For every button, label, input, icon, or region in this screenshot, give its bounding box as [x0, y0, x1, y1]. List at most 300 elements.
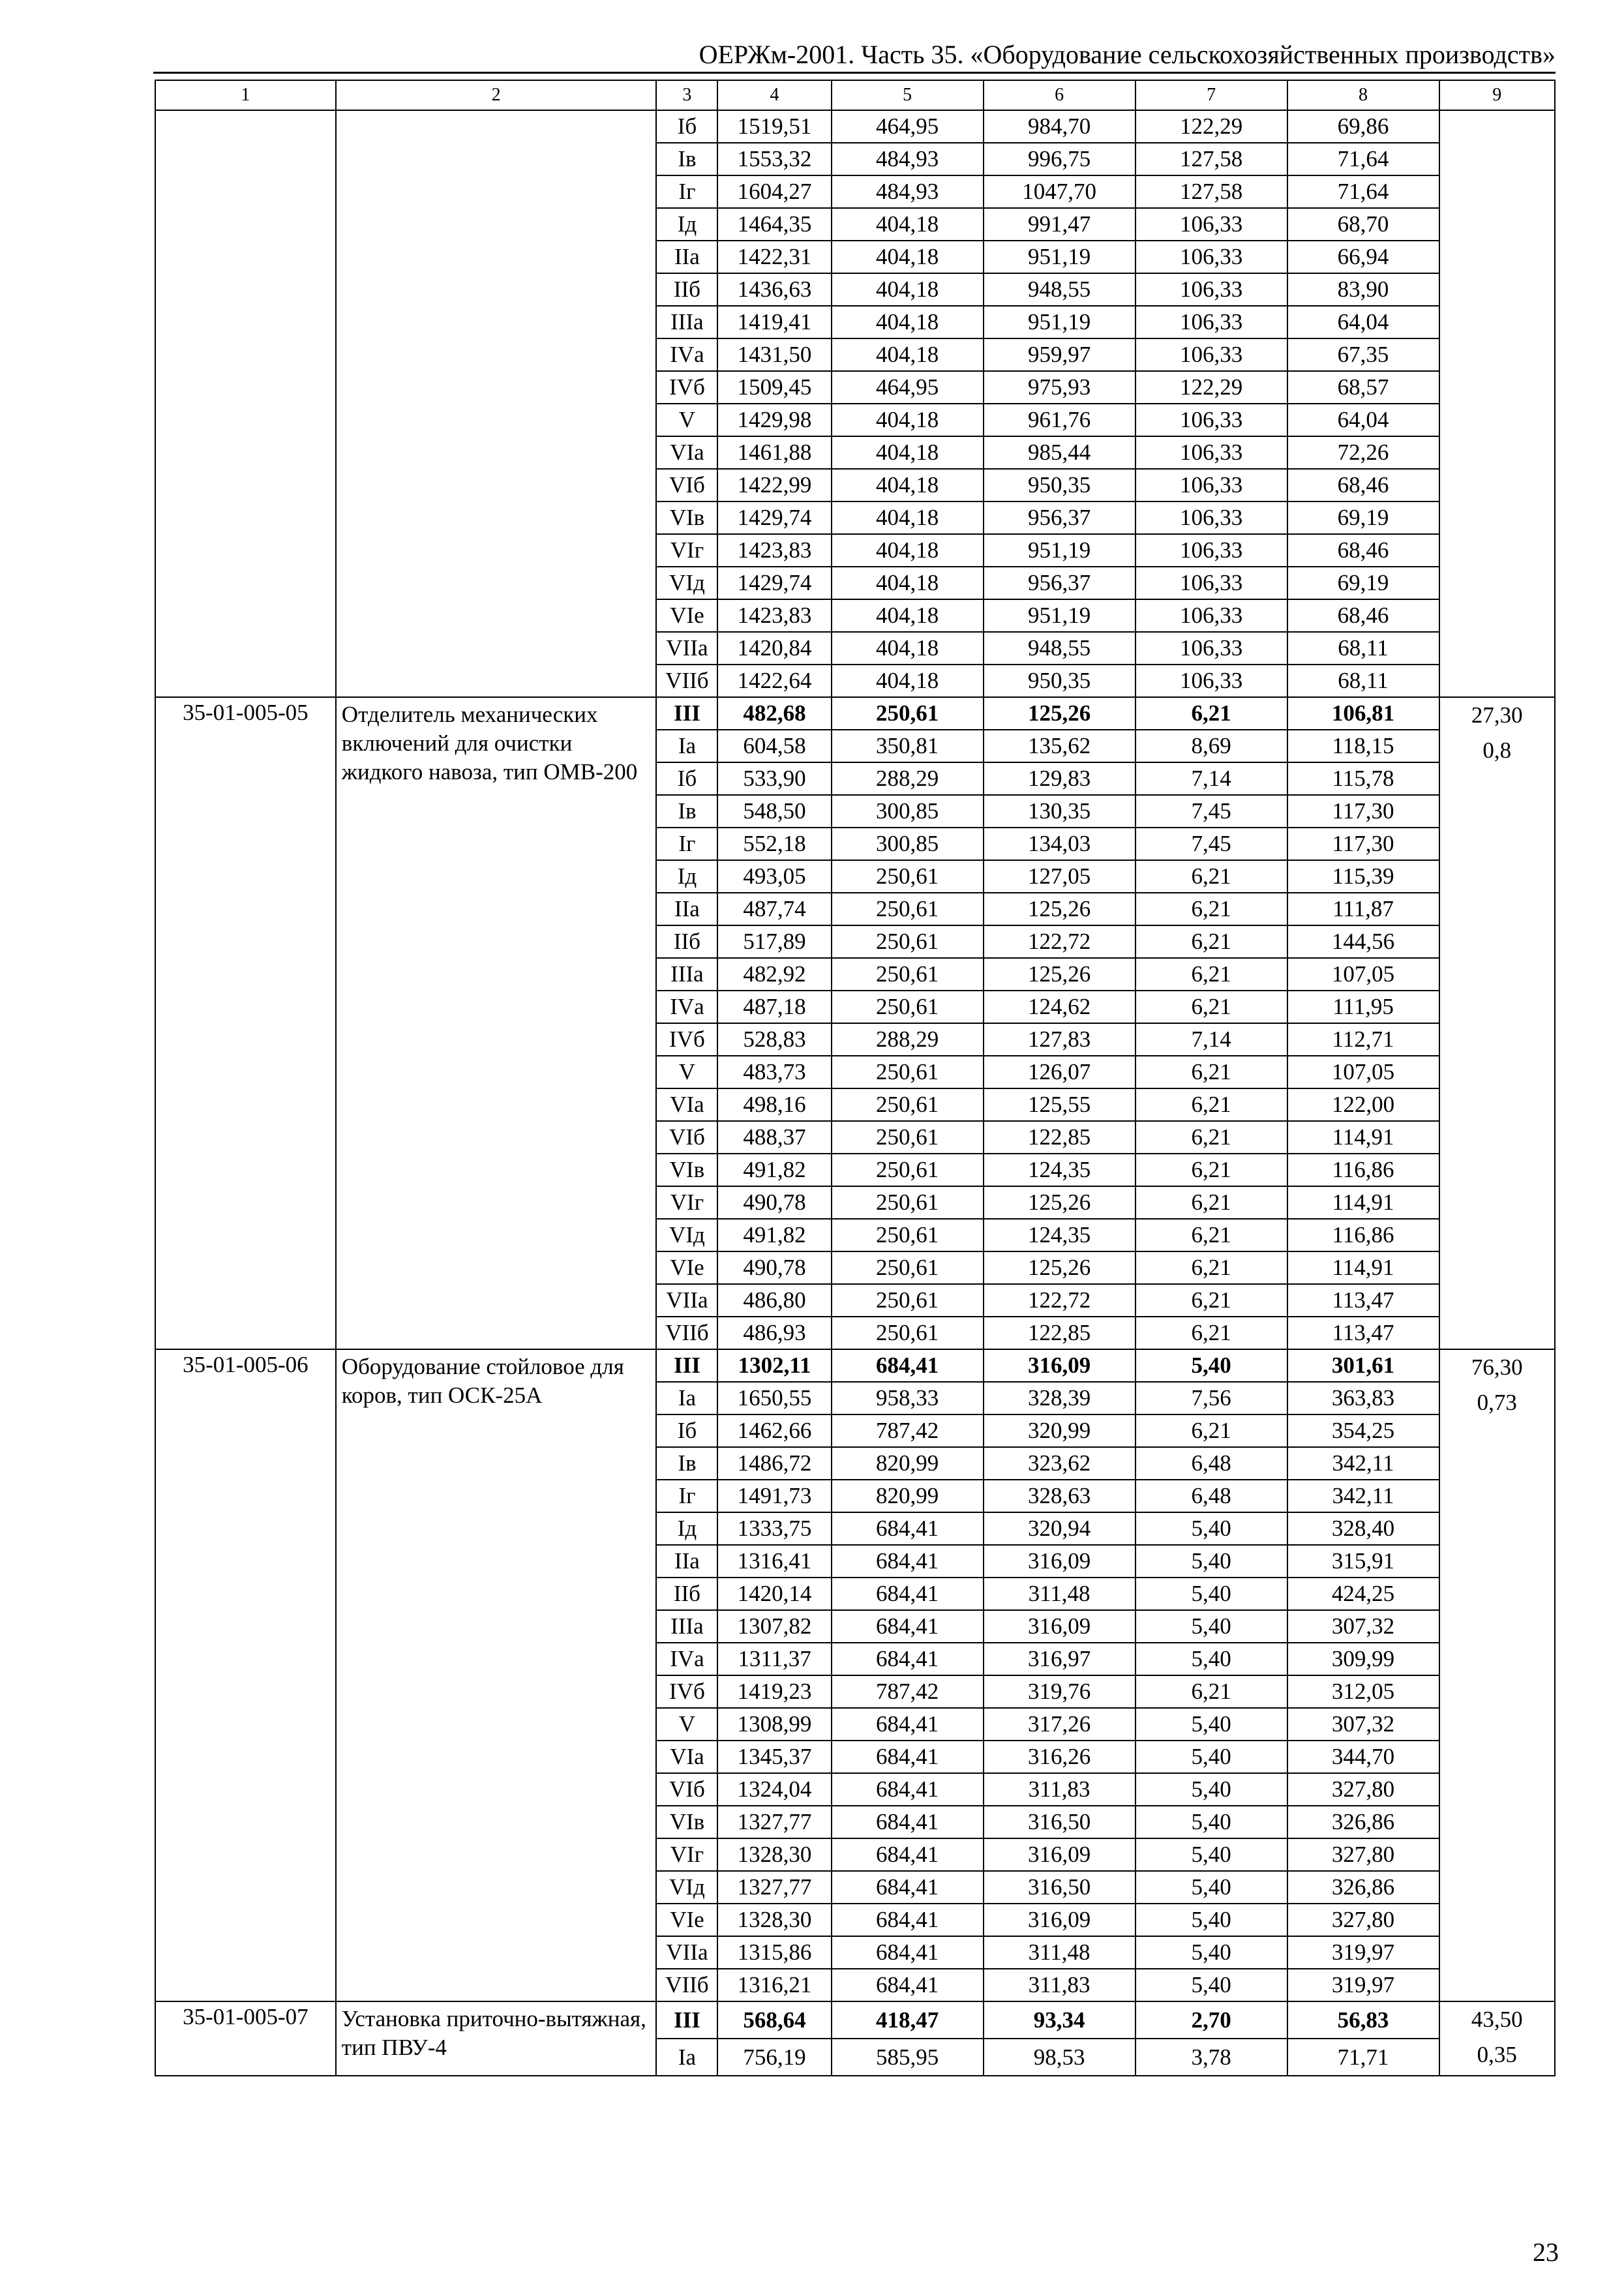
- cell-value: 125,55: [984, 1088, 1135, 1121]
- zone-code: VIе: [656, 1904, 717, 1936]
- cell-value: 517,89: [717, 925, 831, 958]
- cell-value: 64,04: [1287, 404, 1439, 436]
- cell-value: 1650,55: [717, 1382, 831, 1414]
- zone-code: VIд: [656, 567, 717, 599]
- zone-code: Iв: [656, 795, 717, 828]
- cell-value: 604,58: [717, 730, 831, 762]
- cell-value: 961,76: [984, 404, 1135, 436]
- cell-value: 482,68: [717, 697, 831, 730]
- cell-value: 6,48: [1135, 1447, 1287, 1480]
- cell-value: 959,97: [984, 338, 1135, 371]
- cell-value: 342,11: [1287, 1480, 1439, 1512]
- zone-code: V: [656, 404, 717, 436]
- cell-value: 1464,35: [717, 208, 831, 241]
- cell-value: 1316,41: [717, 1545, 831, 1578]
- cell-value: 5,40: [1135, 1969, 1287, 2001]
- cell-value: 319,97: [1287, 1936, 1439, 1969]
- cell-value: 315,91: [1287, 1545, 1439, 1578]
- rate-code: [155, 110, 336, 697]
- cell-value: 1429,74: [717, 567, 831, 599]
- cell-value: 404,18: [832, 404, 984, 436]
- cell-value: 684,41: [832, 1610, 984, 1643]
- cell-value: 117,30: [1287, 795, 1439, 828]
- cell-value: 127,83: [984, 1023, 1135, 1056]
- cell-value: 5,40: [1135, 1512, 1287, 1545]
- cell-value: 6,21: [1135, 697, 1287, 730]
- cell-value: 68,57: [1287, 371, 1439, 404]
- cell-value: 6,21: [1135, 958, 1287, 991]
- cell-value: 5,40: [1135, 1708, 1287, 1741]
- cell-value: 484,93: [832, 175, 984, 208]
- cell-value: 404,18: [832, 567, 984, 599]
- column-number: 9: [1439, 80, 1555, 110]
- cell-value: 1422,31: [717, 241, 831, 273]
- cell-value: 250,61: [832, 1284, 984, 1317]
- cell-value: 106,33: [1135, 469, 1287, 501]
- zone-code: VIа: [656, 436, 717, 469]
- cell-value: 125,26: [984, 1186, 1135, 1219]
- cell-value: 404,18: [832, 632, 984, 665]
- cell-value: 317,26: [984, 1708, 1135, 1741]
- cell-value: 1333,75: [717, 1512, 831, 1545]
- cell-value: 6,21: [1135, 1154, 1287, 1186]
- cell-value: 124,35: [984, 1154, 1135, 1186]
- zone-code: III: [656, 1349, 717, 1382]
- cell-value: 684,41: [832, 1904, 984, 1936]
- cell-value: 482,92: [717, 958, 831, 991]
- cell-value: 66,94: [1287, 241, 1439, 273]
- cell-value: 404,18: [832, 599, 984, 632]
- page-number: 23: [1533, 2237, 1559, 2267]
- table-row: [155, 110, 1555, 143]
- cell-value: 548,50: [717, 795, 831, 828]
- table-row: [155, 1349, 1555, 1382]
- cell-value: 6,21: [1135, 1414, 1287, 1447]
- cell-value: 115,39: [1287, 860, 1439, 893]
- cell-value: 1307,82: [717, 1610, 831, 1643]
- cell-value: 1553,32: [717, 143, 831, 175]
- zone-code: VIв: [656, 1154, 717, 1186]
- cell-value: 112,71: [1287, 1023, 1439, 1056]
- cell-value: 5,40: [1135, 1773, 1287, 1806]
- cell-value: 418,47: [832, 2001, 984, 2039]
- cell-value: 328,39: [984, 1382, 1135, 1414]
- cell-value: 950,35: [984, 665, 1135, 697]
- cell-value: 250,61: [832, 1056, 984, 1088]
- cell-value: 684,41: [832, 1578, 984, 1610]
- zone-code: Iд: [656, 208, 717, 241]
- rate-name: Оборудование стойловое для коров, тип ОСК-25А: [336, 1349, 657, 2001]
- cell-value: 6,48: [1135, 1480, 1287, 1512]
- cell-value: 127,58: [1135, 175, 1287, 208]
- table-body: [155, 80, 1555, 2076]
- cell-value: 1423,83: [717, 534, 831, 567]
- cell-value: 7,45: [1135, 828, 1287, 860]
- cell-value: 6,21: [1135, 1675, 1287, 1708]
- zone-code: Iа: [656, 1382, 717, 1414]
- column-number: 1: [155, 80, 336, 110]
- cell-value: 326,86: [1287, 1871, 1439, 1904]
- cell-value: 111,95: [1287, 991, 1439, 1023]
- cell-value: 106,33: [1135, 273, 1287, 306]
- cell-value: 464,95: [832, 371, 984, 404]
- zone-code: IIIа: [656, 958, 717, 991]
- cell-value: 125,26: [984, 1251, 1135, 1284]
- zone-code: VIг: [656, 1838, 717, 1871]
- col9-value: 76,30: [1471, 1354, 1523, 1380]
- cell-value: 684,41: [832, 1936, 984, 1969]
- cell-value: 1519,51: [717, 110, 831, 143]
- cell-value: 64,04: [1287, 306, 1439, 338]
- cell-value: 122,00: [1287, 1088, 1439, 1121]
- cell-value: 342,11: [1287, 1447, 1439, 1480]
- cell-value: 404,18: [832, 208, 984, 241]
- zone-code: VIе: [656, 1251, 717, 1284]
- cell-value: 344,70: [1287, 1741, 1439, 1773]
- cell-value: 5,40: [1135, 1806, 1287, 1838]
- rates-table: [155, 80, 1556, 2076]
- cell-value: 300,85: [832, 795, 984, 828]
- zone-code: VIб: [656, 469, 717, 501]
- cell-value: 134,03: [984, 828, 1135, 860]
- cell-value: 528,83: [717, 1023, 831, 1056]
- rate-code: 35-01-005-05: [155, 697, 336, 1349]
- cell-value: 113,47: [1287, 1317, 1439, 1349]
- rate-name: Отделитель механических включений для очистки жидкого навоза, тип ОМВ-200: [336, 697, 657, 1349]
- cell-value: 124,35: [984, 1219, 1135, 1251]
- cell-value: 288,29: [832, 1023, 984, 1056]
- cell-value: 1422,64: [717, 665, 831, 697]
- zone-code: Iб: [656, 110, 717, 143]
- col9-value: 0,8: [1482, 738, 1512, 763]
- cell-value: 404,18: [832, 273, 984, 306]
- zone-code: VIд: [656, 1219, 717, 1251]
- cell-value: 684,41: [832, 1349, 984, 1382]
- cell-value: 71,64: [1287, 143, 1439, 175]
- cell-value: 951,19: [984, 599, 1135, 632]
- zone-code: VIIа: [656, 1936, 717, 1969]
- cell-value: 1420,14: [717, 1578, 831, 1610]
- cell-value: 484,93: [832, 143, 984, 175]
- cell-value: 1327,77: [717, 1871, 831, 1904]
- cell-value: 1486,72: [717, 1447, 831, 1480]
- cell-value: 68,11: [1287, 632, 1439, 665]
- header-rule: [153, 72, 1556, 74]
- cell-value: 114,91: [1287, 1251, 1439, 1284]
- cell-value: 404,18: [832, 241, 984, 273]
- cell-value: 319,76: [984, 1675, 1135, 1708]
- cell-value: 106,33: [1135, 306, 1287, 338]
- cell-value: 129,83: [984, 762, 1135, 795]
- cell-value: 5,40: [1135, 1936, 1287, 1969]
- cell-value: 1328,30: [717, 1904, 831, 1936]
- cell-value: 490,78: [717, 1186, 831, 1219]
- cell-value: 316,09: [984, 1838, 1135, 1871]
- cell-value: 106,33: [1135, 436, 1287, 469]
- cell-value: 68,46: [1287, 534, 1439, 567]
- cell-value: 684,41: [832, 1838, 984, 1871]
- rate-name: [336, 110, 657, 697]
- cell-value: 684,41: [832, 1773, 984, 1806]
- cell-value: 250,61: [832, 893, 984, 925]
- cell-value: 323,62: [984, 1447, 1135, 1480]
- zone-code: VIIа: [656, 1284, 717, 1317]
- cell-value: 106,33: [1135, 404, 1287, 436]
- cell-value: 5,40: [1135, 1741, 1287, 1773]
- cell-value: 6,21: [1135, 991, 1287, 1023]
- col9-value: 0,73: [1477, 1390, 1517, 1415]
- cell-value: 787,42: [832, 1675, 984, 1708]
- cell-value: 1429,74: [717, 501, 831, 534]
- cell-value: 316,09: [984, 1904, 1135, 1936]
- cell-value: 956,37: [984, 501, 1135, 534]
- cell-value: 250,61: [832, 1219, 984, 1251]
- zone-code: Iг: [656, 1480, 717, 1512]
- cell-value: 116,86: [1287, 1219, 1439, 1251]
- cell-value: 958,33: [832, 1382, 984, 1414]
- rate-code: 35-01-005-07: [155, 2001, 336, 2076]
- cell-value: 68,46: [1287, 599, 1439, 632]
- zone-code: IVб: [656, 371, 717, 404]
- cell-value: 107,05: [1287, 1056, 1439, 1088]
- col9-value: 0,35: [1477, 2042, 1517, 2067]
- zone-code: VIб: [656, 1773, 717, 1806]
- cell-value: 106,33: [1135, 567, 1287, 599]
- cell-value: 486,93: [717, 1317, 831, 1349]
- cell-value: 125,26: [984, 893, 1135, 925]
- cell-value: 250,61: [832, 1317, 984, 1349]
- zone-code: VIг: [656, 534, 717, 567]
- cell-value: 1311,37: [717, 1643, 831, 1675]
- cell-value: 1047,70: [984, 175, 1135, 208]
- zone-code: VIе: [656, 599, 717, 632]
- cell-value: 490,78: [717, 1251, 831, 1284]
- zone-code: IVа: [656, 991, 717, 1023]
- cell-value: 1423,83: [717, 599, 831, 632]
- col9-values: [1439, 2001, 1555, 2076]
- cell-value: 7,45: [1135, 795, 1287, 828]
- cell-value: 250,61: [832, 860, 984, 893]
- cell-value: 68,11: [1287, 665, 1439, 697]
- cell-value: 7,14: [1135, 1023, 1287, 1056]
- cell-value: 787,42: [832, 1414, 984, 1447]
- cell-value: 5,40: [1135, 1545, 1287, 1578]
- zone-code: IVб: [656, 1675, 717, 1708]
- zone-code: III: [656, 697, 717, 730]
- zone-code: VIIа: [656, 632, 717, 665]
- cell-value: 250,61: [832, 1186, 984, 1219]
- cell-value: 5,40: [1135, 1610, 1287, 1643]
- zone-code: IIа: [656, 893, 717, 925]
- column-number: 7: [1135, 80, 1287, 110]
- col9-values: [1439, 697, 1555, 1349]
- cell-value: 1509,45: [717, 371, 831, 404]
- zone-code: Iб: [656, 1414, 717, 1447]
- cell-value: 1431,50: [717, 338, 831, 371]
- cell-value: 250,61: [832, 958, 984, 991]
- cell-value: 122,29: [1135, 110, 1287, 143]
- cell-value: 118,15: [1287, 730, 1439, 762]
- column-number: 6: [984, 80, 1135, 110]
- cell-value: 309,99: [1287, 1643, 1439, 1675]
- cell-value: 684,41: [832, 1806, 984, 1838]
- cell-value: 71,64: [1287, 175, 1439, 208]
- zone-code: IIIа: [656, 1610, 717, 1643]
- cell-value: 127,58: [1135, 143, 1287, 175]
- zone-code: Iд: [656, 1512, 717, 1545]
- cell-value: 6,21: [1135, 1056, 1287, 1088]
- cell-value: 327,80: [1287, 1904, 1439, 1936]
- cell-value: 125,26: [984, 697, 1135, 730]
- zone-code: VIб: [656, 1121, 717, 1154]
- cell-value: 684,41: [832, 1512, 984, 1545]
- zone-code: V: [656, 1056, 717, 1088]
- col9-values: [1439, 110, 1555, 697]
- cell-value: 1419,41: [717, 306, 831, 338]
- cell-value: 1462,66: [717, 1414, 831, 1447]
- cell-value: 404,18: [832, 469, 984, 501]
- cell-value: 1316,21: [717, 1969, 831, 2001]
- cell-value: 127,05: [984, 860, 1135, 893]
- cell-value: 487,74: [717, 893, 831, 925]
- cell-value: 1604,27: [717, 175, 831, 208]
- cell-value: 320,99: [984, 1414, 1135, 1447]
- cell-value: 106,33: [1135, 338, 1287, 371]
- cell-value: 820,99: [832, 1447, 984, 1480]
- cell-value: 948,55: [984, 632, 1135, 665]
- cell-value: 115,78: [1287, 762, 1439, 795]
- zone-code: Iд: [656, 860, 717, 893]
- cell-value: 820,99: [832, 1480, 984, 1512]
- zone-code: Iг: [656, 828, 717, 860]
- cell-value: 312,05: [1287, 1675, 1439, 1708]
- cell-value: 533,90: [717, 762, 831, 795]
- cell-value: 125,26: [984, 958, 1135, 991]
- cell-value: 311,48: [984, 1578, 1135, 1610]
- zone-code: IIб: [656, 1578, 717, 1610]
- cell-value: 1429,98: [717, 404, 831, 436]
- cell-value: 106,33: [1135, 241, 1287, 273]
- cell-value: 6,21: [1135, 925, 1287, 958]
- cell-value: 404,18: [832, 306, 984, 338]
- column-number: 2: [336, 80, 657, 110]
- cell-value: 124,62: [984, 991, 1135, 1023]
- cell-value: 130,35: [984, 795, 1135, 828]
- cell-value: 464,95: [832, 110, 984, 143]
- cell-value: 1308,99: [717, 1708, 831, 1741]
- cell-value: 354,25: [1287, 1414, 1439, 1447]
- rate-name: Установка приточно-вытяжная, тип ПВУ-4: [336, 2001, 657, 2076]
- cell-value: 250,61: [832, 1251, 984, 1284]
- cell-value: 67,35: [1287, 338, 1439, 371]
- cell-value: 488,37: [717, 1121, 831, 1154]
- cell-value: 404,18: [832, 338, 984, 371]
- cell-value: 6,21: [1135, 1317, 1287, 1349]
- cell-value: 984,70: [984, 110, 1135, 143]
- cell-value: 951,19: [984, 534, 1135, 567]
- cell-value: 69,19: [1287, 567, 1439, 599]
- cell-value: 6,21: [1135, 860, 1287, 893]
- cell-value: 122,85: [984, 1317, 1135, 1349]
- cell-value: 250,61: [832, 1121, 984, 1154]
- cell-value: 71,71: [1287, 2039, 1439, 2076]
- cell-value: 72,26: [1287, 436, 1439, 469]
- cell-value: 2,70: [1135, 2001, 1287, 2039]
- zone-code: Iа: [656, 2039, 717, 2076]
- cell-value: 1422,99: [717, 469, 831, 501]
- col9-value: 27,30: [1471, 702, 1523, 728]
- rate-code: 35-01-005-06: [155, 1349, 336, 2001]
- cell-value: 117,30: [1287, 828, 1439, 860]
- cell-value: 311,83: [984, 1773, 1135, 1806]
- cell-value: 126,07: [984, 1056, 1135, 1088]
- zone-code: Iа: [656, 730, 717, 762]
- cell-value: 568,64: [717, 2001, 831, 2039]
- cell-value: 5,40: [1135, 1578, 1287, 1610]
- cell-value: 56,83: [1287, 2001, 1439, 2039]
- zone-code: IIб: [656, 925, 717, 958]
- cell-value: 491,82: [717, 1154, 831, 1186]
- cell-value: 316,09: [984, 1349, 1135, 1382]
- cell-value: 8,69: [1135, 730, 1287, 762]
- cell-value: 69,19: [1287, 501, 1439, 534]
- cell-value: 327,80: [1287, 1773, 1439, 1806]
- cell-value: 684,41: [832, 1708, 984, 1741]
- zone-code: VIIб: [656, 1317, 717, 1349]
- table-row: [155, 697, 1555, 730]
- cell-value: 1302,11: [717, 1349, 831, 1382]
- cell-value: 350,81: [832, 730, 984, 762]
- zone-code: Iв: [656, 1447, 717, 1480]
- cell-value: 996,75: [984, 143, 1135, 175]
- column-number-row: [155, 80, 1555, 110]
- cell-value: 319,97: [1287, 1969, 1439, 2001]
- zone-code: Iв: [656, 143, 717, 175]
- cell-value: 327,80: [1287, 1838, 1439, 1871]
- cell-value: 320,94: [984, 1512, 1135, 1545]
- column-number: 8: [1287, 80, 1439, 110]
- cell-value: 1420,84: [717, 632, 831, 665]
- cell-value: 122,29: [1135, 371, 1287, 404]
- cell-value: 106,33: [1135, 501, 1287, 534]
- zone-code: VIв: [656, 1806, 717, 1838]
- cell-value: 300,85: [832, 828, 984, 860]
- cell-value: 316,97: [984, 1643, 1135, 1675]
- column-number: 5: [832, 80, 984, 110]
- cell-value: 316,09: [984, 1610, 1135, 1643]
- cell-value: 107,05: [1287, 958, 1439, 991]
- cell-value: 6,21: [1135, 1219, 1287, 1251]
- cell-value: 985,44: [984, 436, 1135, 469]
- cell-value: 1345,37: [717, 1741, 831, 1773]
- col9-value: 43,50: [1471, 2007, 1523, 2032]
- zone-code: VIа: [656, 1088, 717, 1121]
- cell-value: 1327,77: [717, 1806, 831, 1838]
- cell-value: 585,95: [832, 2039, 984, 2076]
- zone-code: VIг: [656, 1186, 717, 1219]
- zone-code: V: [656, 1708, 717, 1741]
- cell-value: 1419,23: [717, 1675, 831, 1708]
- cell-value: 6,21: [1135, 1284, 1287, 1317]
- cell-value: 6,21: [1135, 1121, 1287, 1154]
- cell-value: 991,47: [984, 208, 1135, 241]
- cell-value: 106,81: [1287, 697, 1439, 730]
- cell-value: 311,48: [984, 1936, 1135, 1969]
- cell-value: 404,18: [832, 534, 984, 567]
- zone-code: IIб: [656, 273, 717, 306]
- cell-value: 1328,30: [717, 1838, 831, 1871]
- cell-value: 404,18: [832, 501, 984, 534]
